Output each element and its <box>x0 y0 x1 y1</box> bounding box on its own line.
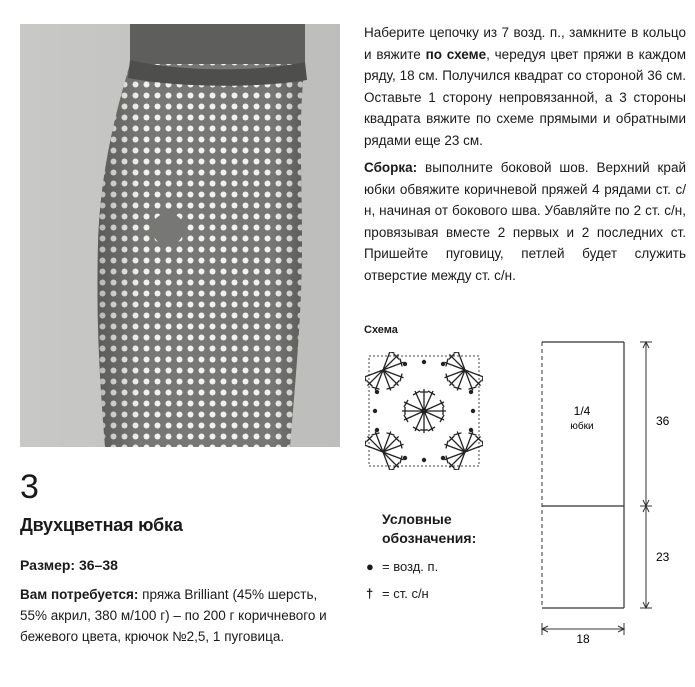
chain-stitch-icon: ● <box>366 559 374 574</box>
pattern-number: 3 <box>20 468 39 506</box>
dimension-width: 18 <box>576 632 590 645</box>
materials-label: Вам потребуется: <box>20 587 139 602</box>
legend-item-text: = ст. с/н <box>382 586 429 601</box>
materials-paragraph <box>20 584 340 647</box>
schematic-label-fraction: 1/4 <box>573 404 591 418</box>
scheme-title: Схема <box>364 324 398 336</box>
pattern-title: Двухцветная юбка <box>20 515 183 535</box>
assembly-label: Сборка: <box>364 160 418 175</box>
materials-text: пряжа Brilliant (45% шерсть, 55% акрил, 380 м/100 г) – по 200 г коричневого и бежевого цвета, крючок №2,5, 1 пуговица. <box>20 587 327 644</box>
dimension-schematic <box>520 330 680 645</box>
legend-item <box>366 586 429 601</box>
legend-item-text: = возд. п. <box>382 559 439 574</box>
stitch-chart <box>365 352 483 470</box>
double-crochet-icon: † <box>366 586 374 601</box>
instructions-paragraph <box>364 22 686 151</box>
dimension-bottom: 23 <box>656 550 670 564</box>
instructions-part2: , чередуя цвет пряжи в каждом ряду, 18 см. Получился квадрат со стороной 36 см. Оставьте 1 сторону непровязанной, а 3 стороны квадрата вяжите по схеме прямыми и обратными рядами еще 23 см. <box>364 46 686 148</box>
size-line: Размер: 36–38 <box>20 557 118 573</box>
instructions-part1: Наберите цепочку из 7 возд. п., замкните в кольцо и вяжите <box>364 25 686 62</box>
legend-item <box>366 559 438 574</box>
assembly-paragraph <box>364 157 686 286</box>
instructions-bold: по схеме <box>425 46 487 62</box>
dimension-top: 36 <box>656 414 670 428</box>
assembly-text: выполните боковой шов. Верхний край юбки обвяжите коричневой пряжей 4 рядами ст. с/н, начиная от бокового шва. Убавляйте по 2 ст. с/н, провязывая вместе 2 первых и 2 последних ст. Пришейте пуговицу, петлей будет служить отверстие между ст. с/н. <box>364 160 686 283</box>
schematic-label-part: юбки <box>570 421 594 432</box>
skirt-photo <box>20 24 340 447</box>
legend-title: Условные обозначения: <box>382 511 477 546</box>
